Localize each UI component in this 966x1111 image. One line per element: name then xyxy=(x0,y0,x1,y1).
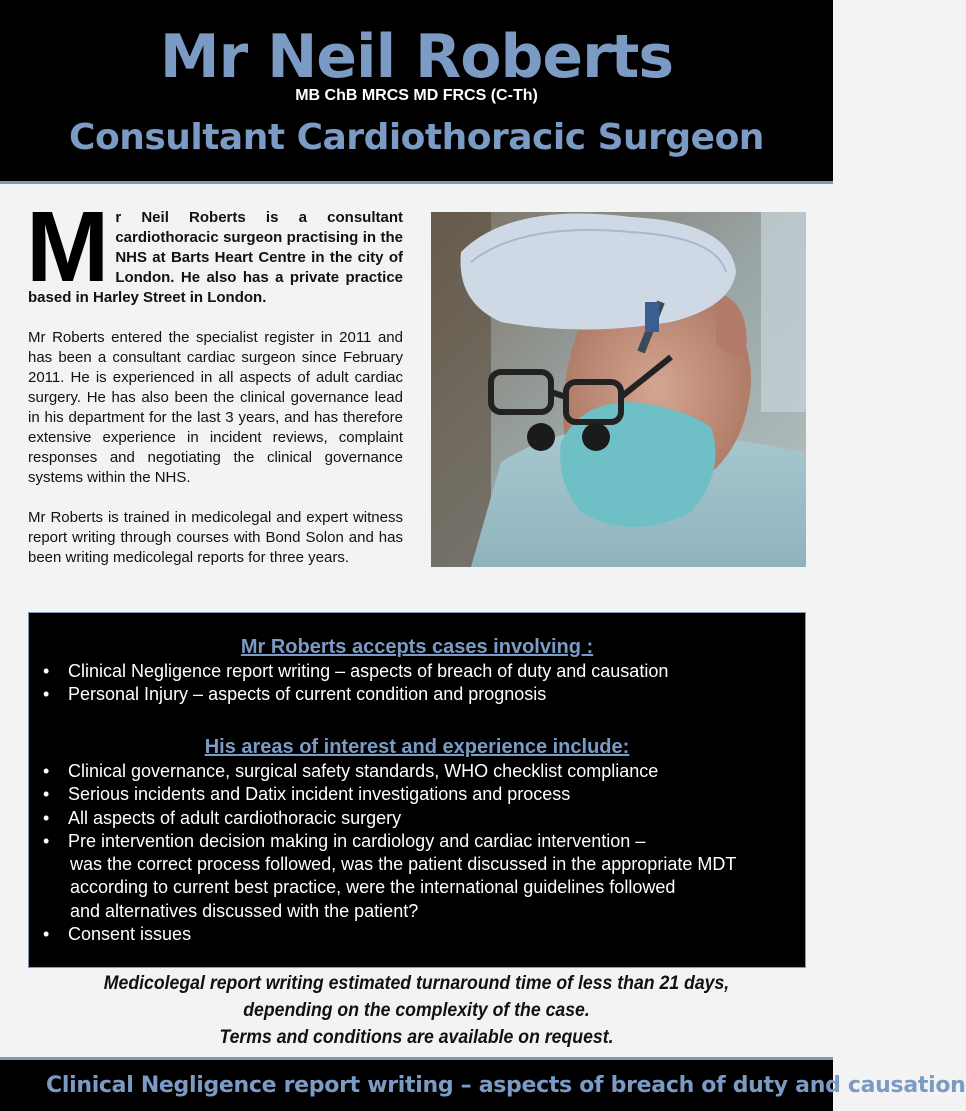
header-banner xyxy=(0,0,833,184)
interests-list xyxy=(43,760,795,946)
intro-text xyxy=(26,191,403,588)
surgeon-photo-illustration xyxy=(431,212,806,567)
bullet: • xyxy=(43,924,50,945)
bullet: • xyxy=(43,784,50,805)
footer-ticker xyxy=(0,1057,966,1111)
bullet: • xyxy=(43,761,50,781)
list-item: • Consent issues xyxy=(43,923,795,946)
drop-cap: M xyxy=(26,191,110,303)
page-title: Mr Neil Roberts xyxy=(159,22,674,92)
list-item-continuation: and alternatives discussed with the patient? xyxy=(70,900,419,921)
list-item-continuation: was the correct process followed, was the patient discussed in the appropriate MDT xyxy=(70,854,737,875)
cases-heading: Mr Roberts accepts cases involving : xyxy=(240,636,594,658)
list-item-continuation: according to current best practice, were the international guidelines followed xyxy=(70,877,676,898)
turnaround-line-2: depending on the complexity of the case. xyxy=(243,1000,590,1021)
qualifications: MB ChB MRCS MD FRCS (C-Th) xyxy=(295,87,538,104)
intro-lead-text: r Neil Roberts is a consultant cardiothoracic surgeon practising in the NHS at Barts Heart Centre in the city of London. He also has a private practice based in Harley Street in London. xyxy=(28,209,403,306)
intro-lead-paragraph xyxy=(26,191,403,308)
turnaround-line-1: Medicolegal report writing estimated turnaround time of less than 21 days, xyxy=(103,973,730,994)
list-item: • All aspects of adult cardiothoracic surgery xyxy=(43,807,795,830)
bullet: • xyxy=(43,830,50,851)
turnaround-line-3: Terms and conditions are available on request. xyxy=(219,1027,614,1048)
job-title: Consultant Cardiothoracic Surgeon xyxy=(69,117,764,158)
ticker-text: Clinical Negligence report writing – aspects of breach of duty and causation xyxy=(46,1073,966,1098)
list-item: • Serious incidents and Datix incident investigations and process xyxy=(43,783,795,806)
interests-heading: His areas of interest and experience include: xyxy=(204,736,630,758)
list-item: • Pre intervention decision making in cardiology and cardiac intervention – was the correct process followed, was the patient discussed in the appropriate MDT according to current best practice, were the international guidelines followed and alternatives discussed with the patient? xyxy=(43,830,795,923)
list-item: • Clinical governance, surgical safety standards, WHO checklist compliance xyxy=(43,760,795,783)
intro-paragraph-2: Mr Roberts entered the specialist register in 2011 and has been a consultant cardiac surgeon since February 2011. He is experienced in all aspects of adult cardiac surgery. He has also been the clinical governance lead in his department for the last 3 years, and has therefore extensive experience in incident reviews, complaint responses and negotiating the clinical governance systems within the NHS. xyxy=(28,329,403,486)
bullet: • xyxy=(43,661,50,681)
intro-paragraph-3: Mr Roberts is trained in medicolegal and expert witness report writing through courses with Bond Solon and has been writing medicolegal reports for three years. xyxy=(28,509,403,566)
cases-list xyxy=(43,660,795,707)
turnaround-note xyxy=(29,970,804,1051)
surgeon-photo xyxy=(431,212,806,567)
cases-panel xyxy=(28,612,806,968)
bullet: • xyxy=(43,807,50,828)
list-item: • Personal Injury – aspects of current condition and prognosis xyxy=(43,683,795,706)
bullet: • xyxy=(43,684,50,705)
list-item: • Clinical Negligence report writing – aspects of breach of duty and causation xyxy=(43,660,795,683)
